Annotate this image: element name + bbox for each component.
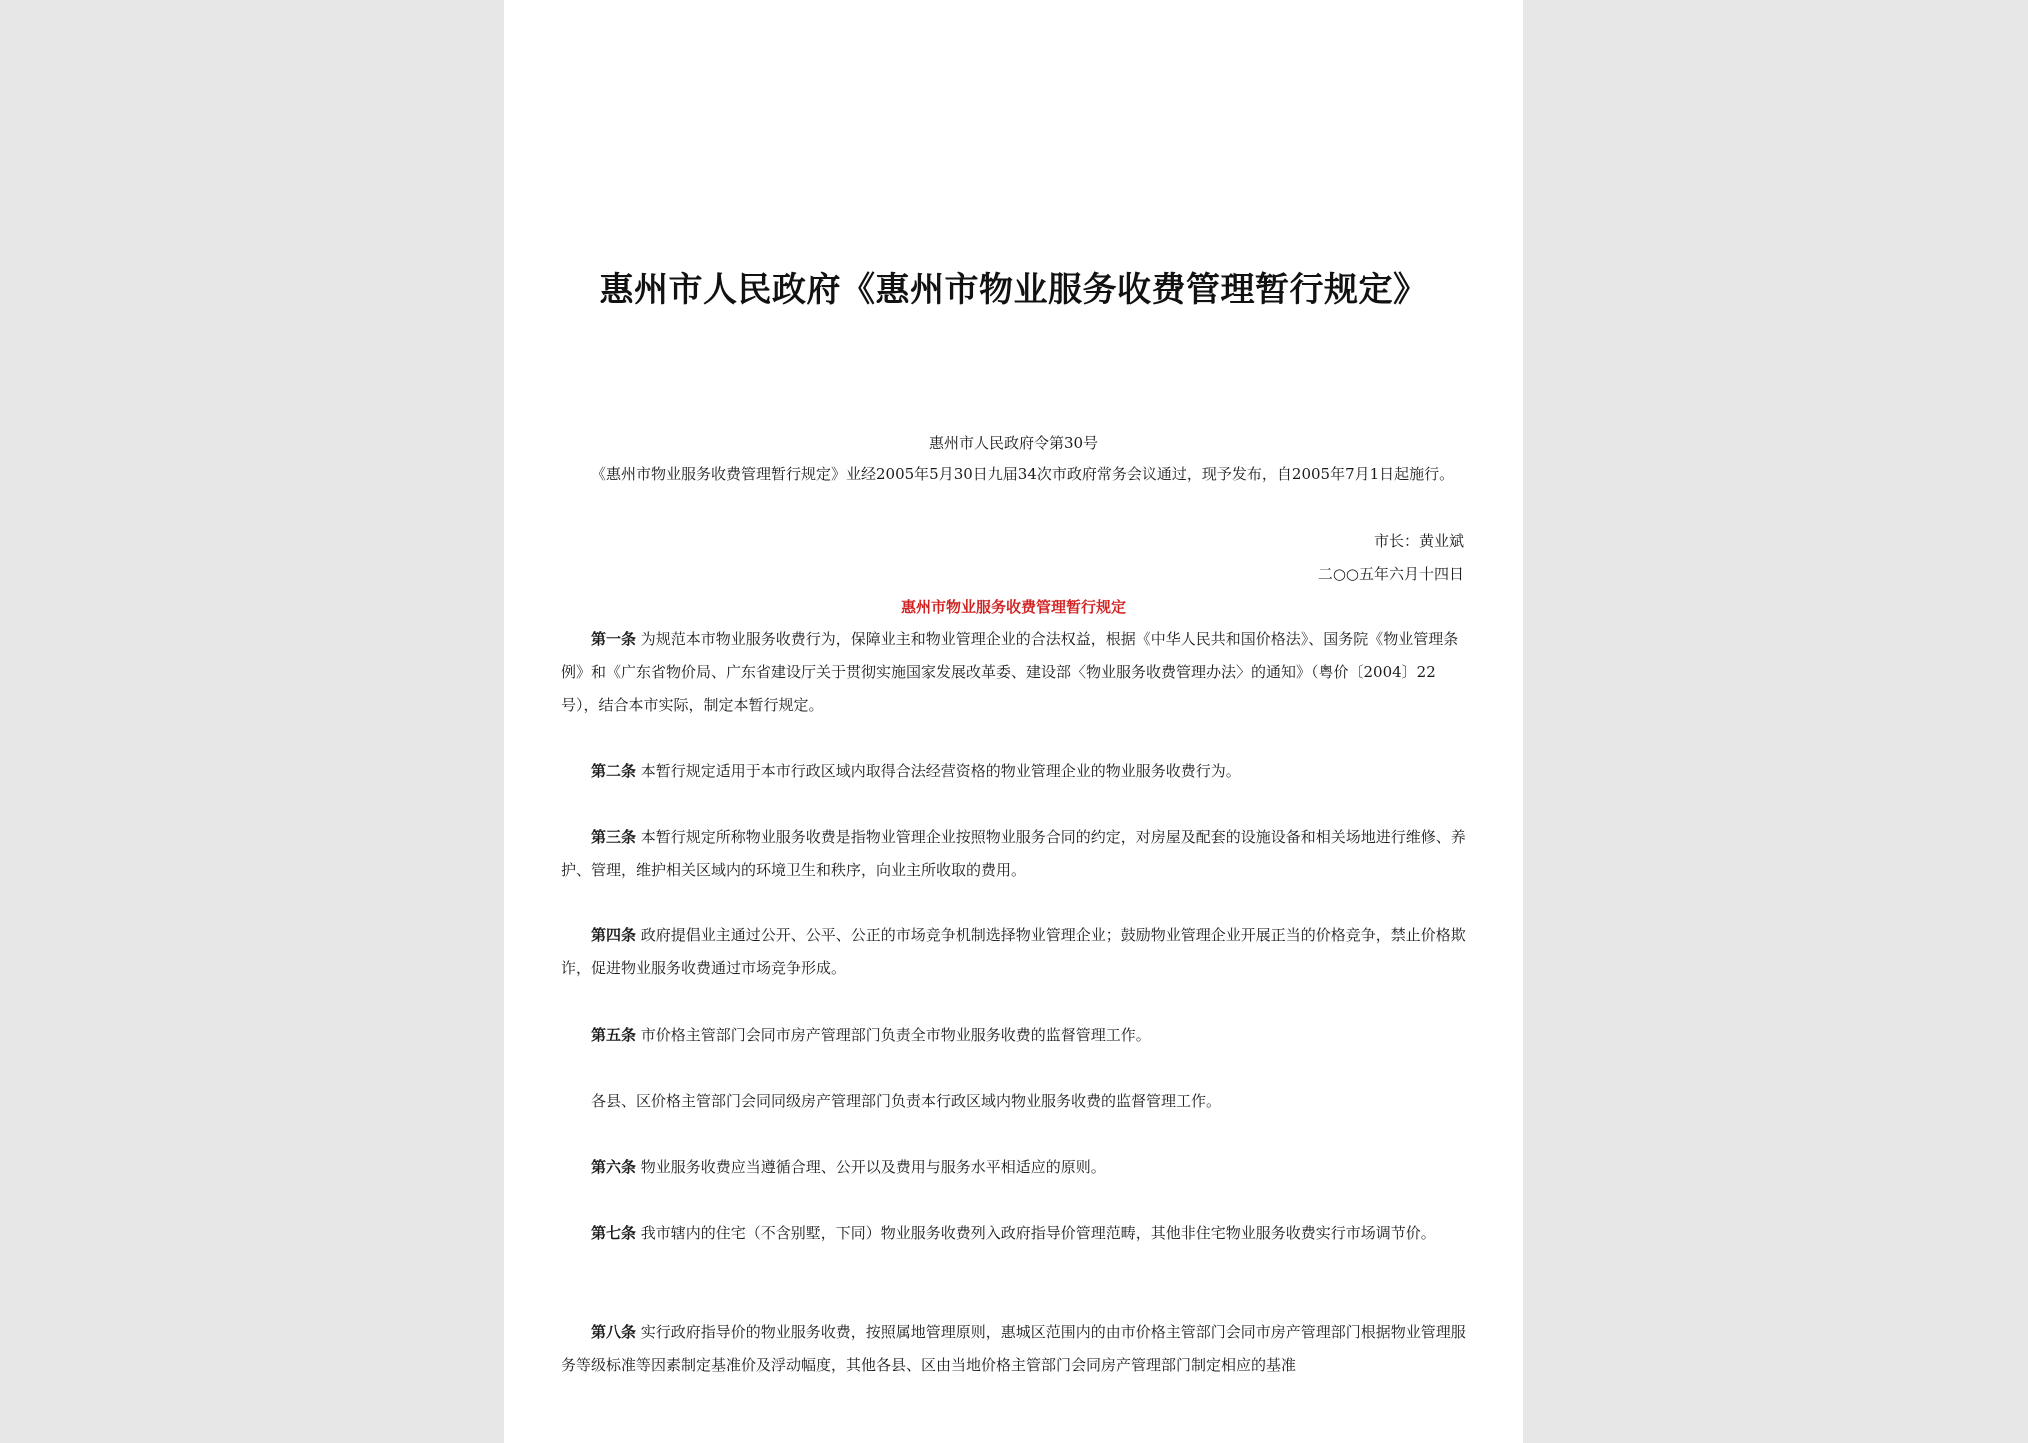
document-title: 惠州市人民政府《惠州市物业服务收费管理暂行规定》 bbox=[599, 270, 1428, 310]
issue-date: 二○○五年六月十四日 bbox=[1317, 565, 1464, 583]
article-2 bbox=[561, 755, 1471, 788]
article-7 bbox=[561, 1217, 1471, 1250]
article-5 bbox=[561, 1019, 1471, 1052]
mayor-signature: 市长：黄业斌 bbox=[1373, 532, 1464, 550]
article-3 bbox=[561, 821, 1471, 887]
article-4 bbox=[561, 919, 1471, 985]
article-heading: 第五条 bbox=[591, 1026, 637, 1044]
article-heading: 第四条 bbox=[591, 926, 637, 944]
article-text: 本暂行规定适用于本市行政区域内取得合法经营资格的物业管理企业的物业服务收费行为。 bbox=[640, 762, 1241, 780]
article-text: 政府提倡业主通过公开、公平、公正的市场竞争机制选择物业管理企业；鼓励物业管理企业开展正当的价格竞争，禁止价格欺诈，促进物业服务收费通过市场竞争形成。 bbox=[561, 926, 1466, 977]
article-6 bbox=[561, 1151, 1471, 1184]
article-text: 实行政府指导价的物业服务收费，按照属地管理原则，惠城区范围内的由市价格主管部门会同市房产管理部门根据物业管理服务等级标准等因素制定基准价及浮动幅度，其他各县、区由当地价格主管部门会同房产管理部门制定相应的基准 bbox=[561, 1323, 1466, 1374]
article-heading: 第二条 bbox=[591, 762, 637, 780]
article-heading: 第六条 bbox=[591, 1158, 637, 1176]
article-5-paragraph-2 bbox=[561, 1085, 1471, 1118]
article-text: 本暂行规定所称物业服务收费是指物业管理企业按照物业服务合同的约定，对房屋及配套的设施设备和相关场地进行维修、养护、管理，维护相关区域内的环境卫生和秩序，向业主所收取的费用。 bbox=[561, 828, 1466, 879]
article-heading: 第八条 bbox=[591, 1323, 637, 1341]
article-text: 市价格主管部门会同市房产管理部门负责全市物业服务收费的监督管理工作。 bbox=[640, 1026, 1151, 1044]
promulgation-paragraph: 《惠州市物业服务收费管理暂行规定》业经2005年5月30日九届34次市政府常务会议通过，现予发布，自2005年7月1日起施行。 bbox=[591, 465, 1455, 483]
article-8 bbox=[561, 1316, 1471, 1382]
regulation-title: 惠州市物业服务收费管理暂行规定 bbox=[900, 598, 1126, 616]
document-page bbox=[504, 0, 1523, 1443]
article-text: 物业服务收费应当遵循合理、公开以及费用与服务水平相适应的原则。 bbox=[640, 1158, 1106, 1176]
order-number: 惠州市人民政府令第30号 bbox=[928, 434, 1099, 452]
article-heading: 第一条 bbox=[591, 630, 637, 648]
article-text: 各县、区价格主管部门会同同级房产管理部门负责本行政区域内物业服务收费的监督管理工作。 bbox=[591, 1092, 1222, 1110]
article-heading: 第七条 bbox=[591, 1224, 637, 1242]
article-text: 为规范本市物业服务收费行为，保障业主和物业管理企业的合法权益，根据《中华人民共和国价格法》、国务院《物业管理条例》和《广东省物价局、广东省建设厅关于贯彻实施国家发展改革委、建设部〈物业服务收费管理办法〉的通知》（粤价〔2004〕22号），结合本市实际，制定本暂行规定。 bbox=[561, 630, 1459, 714]
article-text: 我市辖内的住宅（不含别墅，下同）物业服务收费列入政府指导价管理范畴，其他非住宅物业服务收费实行市场调节价。 bbox=[640, 1224, 1436, 1242]
article-1 bbox=[561, 623, 1471, 722]
article-heading: 第三条 bbox=[591, 828, 637, 846]
